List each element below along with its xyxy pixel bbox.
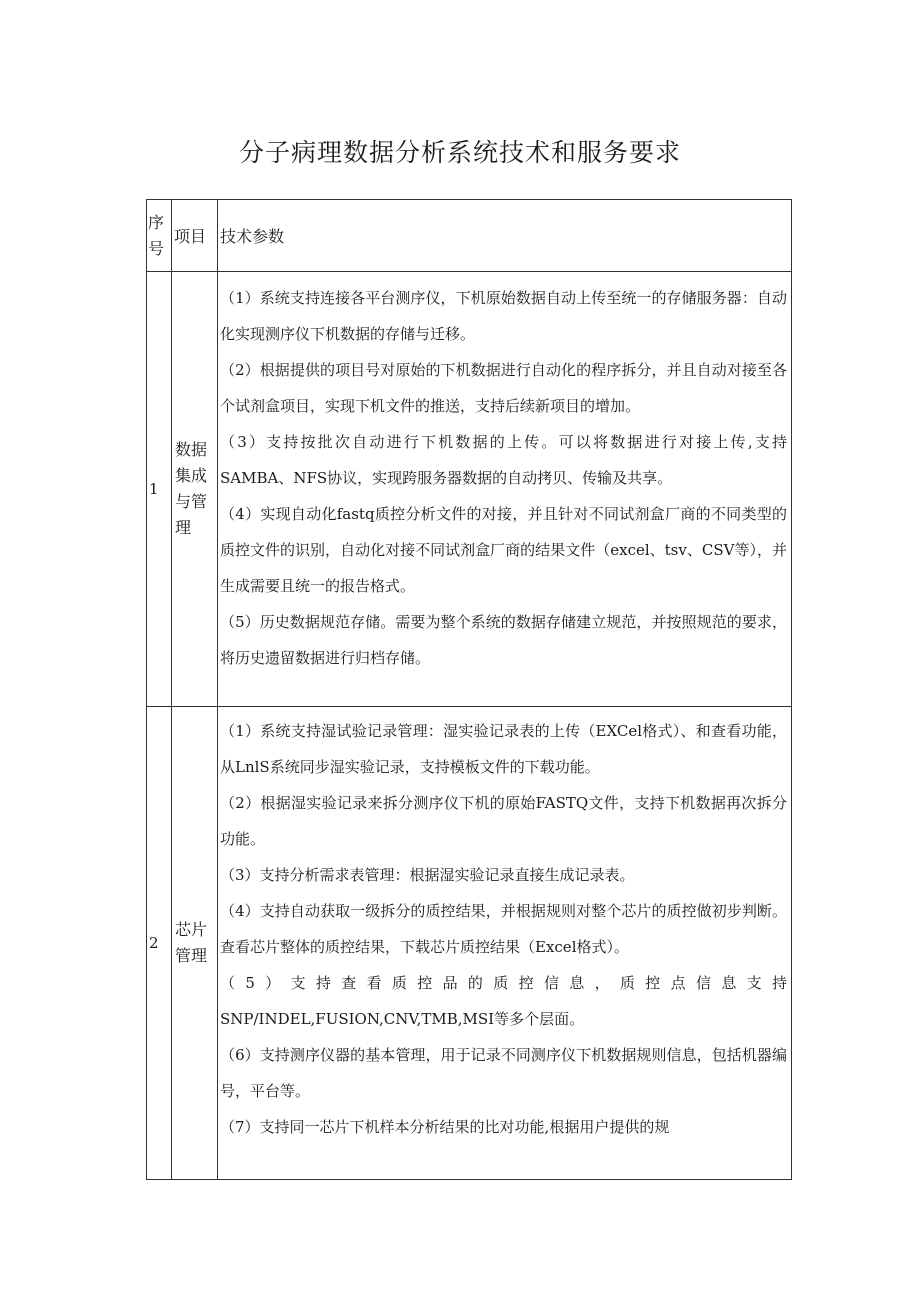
param-item: （7）支持同一芯片下机样本分析结果的比对功能,根据用户提供的规 [220,1118,670,1136]
param-item: （6）支持测序仪器的基本管理，用于记录不同测序仪下机数据规则信息，包括机器编号，平台等。 [220,1046,787,1100]
document-title: 分子病理数据分析系统技术和服务要求 [238,138,681,167]
table-row [147,272,792,707]
table-header-row [147,200,792,272]
param-item: （1）系统支持连接各平台测序仪，下机原始数据自动上传至统一的存储服务器：自动化实现测序仪下机数据的存储与迁移。 [220,289,787,343]
param-item: （4）实现自动化fastq质控分析文件的对接，并且针对不同试剂盒厂商的不同类型的质控文件的识别，自动化对接不同试剂盒厂商的结果文件（excel、tsv、CSV等），并生成需要且统一的报告格式。 [220,505,787,595]
header-seq: 序号 [147,200,172,272]
header-tech: 技术参数 [218,200,792,272]
row-seq: 2 [147,707,172,1180]
row-item: 数据集成与管理 [172,272,218,707]
param-item: （5）支持查看质控品的质控信息，质控点信息支持SNP/INDEL,FUSION,CNV,TMB,MSI等多个层面。 [220,974,787,1028]
param-item: （3）支持分析需求表管理：根据湿实验记录直接生成记录表。 [220,866,635,884]
row-params [218,707,792,1180]
param-item: （1）系统支持湿试验记录管理：湿实验记录表的上传（EXCel格式）、和查看功能，从LnlS系统同步湿实验记录，支持模板文件的下载功能。 [220,722,787,776]
spec-table [146,199,792,1180]
param-item: （3）支持按批次自动进行下机数据的上传。可以将数据进行对接上传,支持SAMBA、NFS协议，实现跨服务器数据的自动拷贝、传输及共享。 [220,433,787,487]
row-params [218,272,792,707]
header-item: 项目 [172,200,218,272]
row-item: 芯片管理 [172,707,218,1180]
param-item: （2）根据提供的项目号对原始的下机数据进行自动化的程序拆分，并且自动对接至各个试剂盒项目，实现下机文件的推送，支持后续新项目的增加。 [220,361,787,415]
param-item: （4）支持自动获取一级拆分的质控结果，并根据规则对整个芯片的质控做初步判断。查看芯片整体的质控结果，下载芯片质控结果（Excel格式）。 [220,902,787,956]
row-seq: 1 [147,272,172,707]
param-item: （2）根据湿实验记录来拆分测序仪下机的原始FASTQ文件，支持下机数据再次拆分功能。 [220,794,787,848]
param-item: （5）历史数据规范存储。需要为整个系统的数据存储建立规范，并按照规范的要求，将历史遗留数据进行归档存储。 [220,613,787,667]
table-row [147,707,792,1180]
